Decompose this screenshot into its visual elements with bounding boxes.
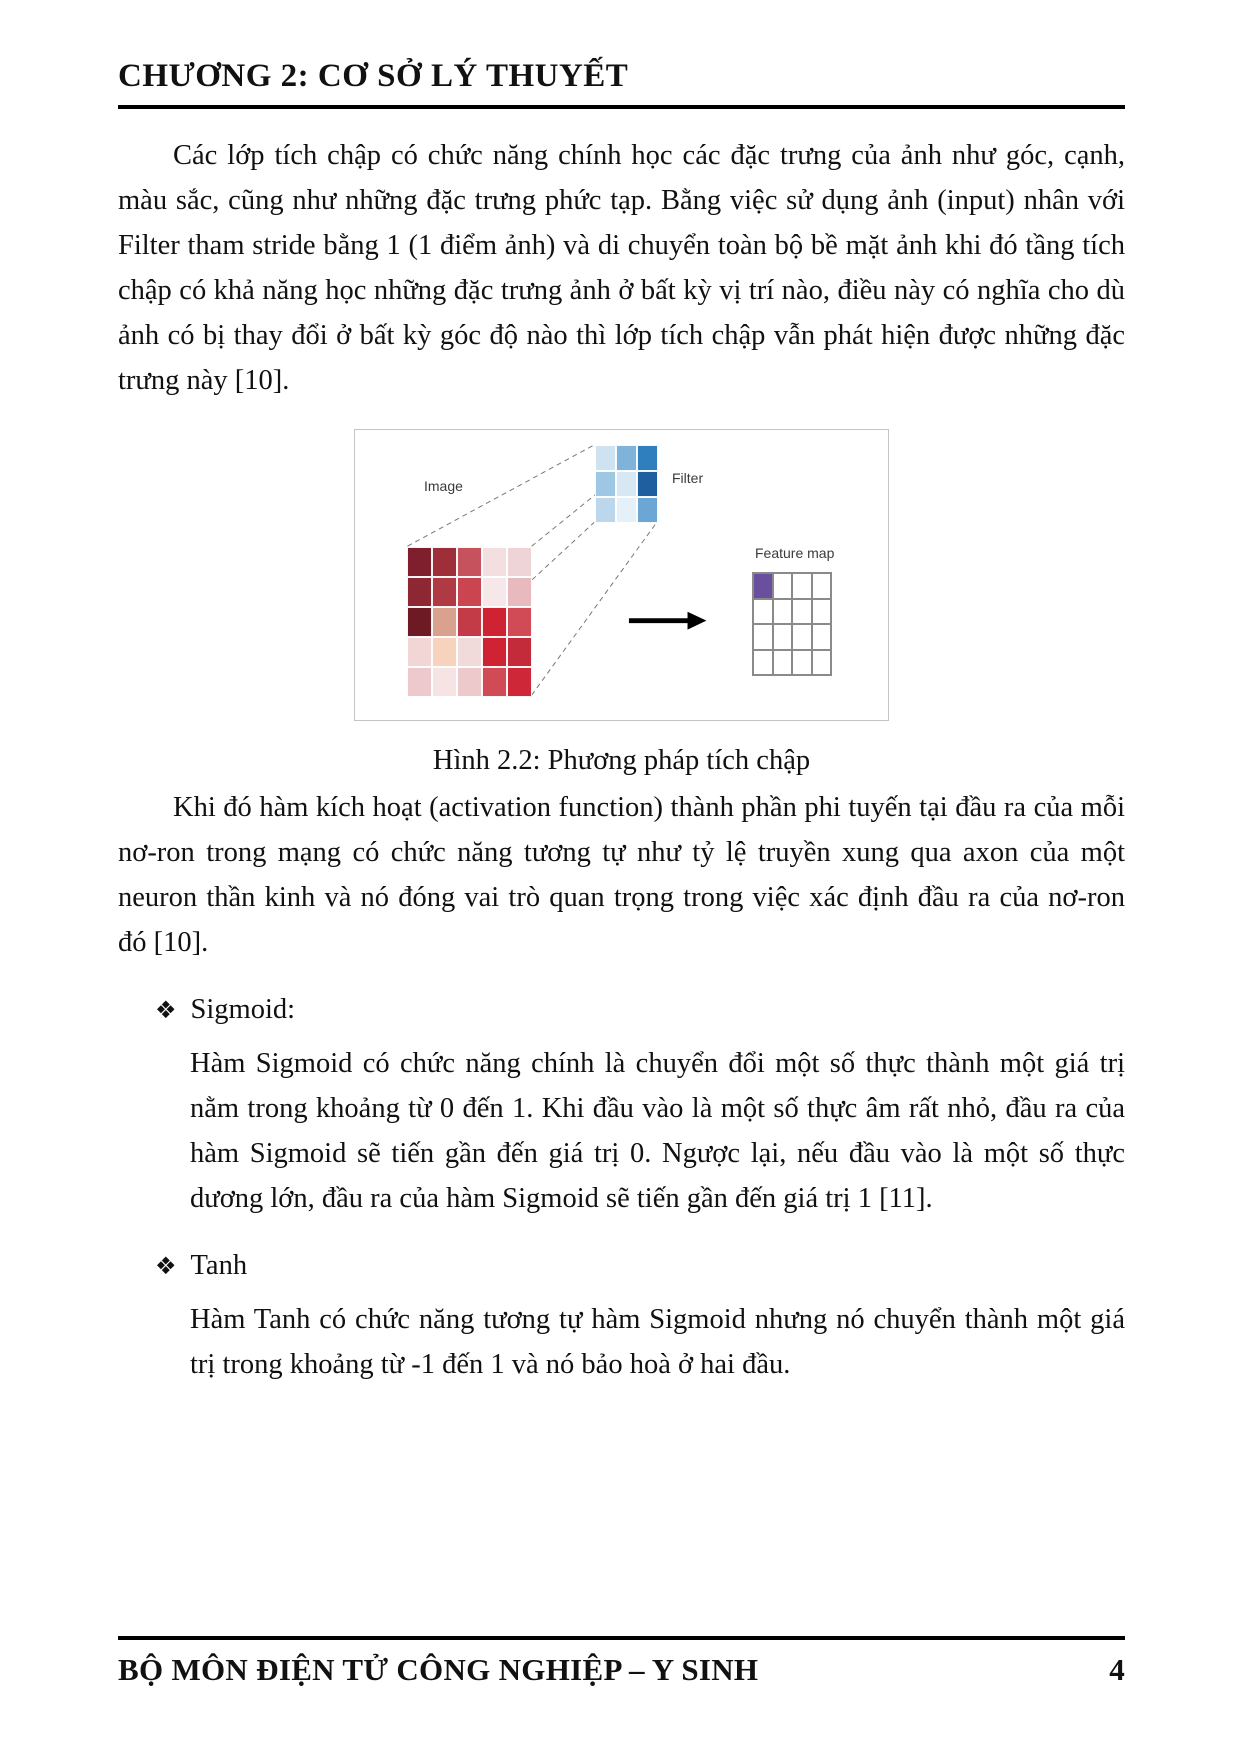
- grid-cell: [407, 667, 432, 697]
- grid-cell: [637, 497, 658, 523]
- grid-cell: [812, 624, 832, 650]
- grid-cell: [432, 637, 457, 667]
- grid-cell: [595, 445, 616, 471]
- paragraph-conv-layers: Các lớp tích chập có chức năng chính học các đặc trưng của ảnh như góc, cạnh, màu sắc, cũng như những đặc trưng phức tạp. Bằng việc sử dụng ảnh (input) nhân với Filter tham stride bằng 1 (1 điểm ảnh) và di chuyển toàn bộ bề mặt ảnh khi đó tầng tích chập có khả năng học những đặc trưng ảnh ở bất kỳ vị trí nào, điều này có nghĩa cho dù ảnh có bị thay đổi ở bất kỳ góc độ nào thì lớp tích chập vẫn phát hiện được những đặc trưng này [10].: [118, 140, 1125, 396]
- grid-cell: [616, 445, 637, 471]
- filter-kernel-grid: [595, 445, 658, 523]
- convolution-figure: [354, 429, 889, 721]
- grid-cell: [773, 650, 793, 676]
- bullet-sigmoid-title: Sigmoid:: [190, 994, 296, 1025]
- grid-cell: [812, 573, 832, 599]
- grid-cell: [432, 577, 457, 607]
- filter-grid-label: Filter: [672, 470, 704, 486]
- grid-cell: [432, 667, 457, 697]
- paragraph-activation: Khi đó hàm kích hoạt (activation function) thành phần phi tuyến tại đầu ra của mỗi nơ-ron trong mạng có chức năng tương tự như tỷ lệ truyền xung qua axon của một neuron thần kinh và nó đóng vai trò quan trọng trong việc xác định đầu ra của nơ-ron đó [10].: [118, 792, 1125, 958]
- grid-cell: [792, 650, 812, 676]
- grid-cell: [637, 445, 658, 471]
- figure-container: [118, 429, 1125, 721]
- image-grid-label: Image: [424, 478, 463, 494]
- feature-map-label: Feature map: [755, 545, 835, 561]
- diamond-bullet-icon: ❖: [155, 1252, 177, 1280]
- grid-cell: [457, 577, 482, 607]
- grid-cell: [507, 637, 532, 667]
- grid-cell: [812, 650, 832, 676]
- grid-cell: [507, 577, 532, 607]
- image-pixel-grid: [407, 547, 532, 697]
- grid-cell: [457, 637, 482, 667]
- grid-cell: [407, 607, 432, 637]
- grid-cell: [482, 547, 507, 577]
- bullet-sigmoid-body: Hàm Sigmoid có chức năng chính là chuyển đổi một số thực thành một giá trị nằm trong khoảng từ 0 đến 1. Khi đầu vào là một số thực âm rất nhỏ, đầu ra của hàm Sigmoid sẽ tiến gần đến giá trị 0. Ngược lại, nếu đầu vào là một số thực dương lớn, đầu ra của hàm Sigmoid sẽ tiến gần đến giá trị 1 [11].: [190, 1048, 1125, 1214]
- grid-cell: [507, 547, 532, 577]
- grid-cell: [753, 650, 773, 676]
- grid-cell: [773, 624, 793, 650]
- grid-cell: [637, 471, 658, 497]
- grid-cell: [507, 607, 532, 637]
- grid-cell: [457, 547, 482, 577]
- grid-cell: [773, 599, 793, 625]
- bullet-tanh-head: [155, 1243, 1125, 1289]
- grid-cell: [457, 607, 482, 637]
- grid-cell: [407, 547, 432, 577]
- bullet-tanh-title: Tanh: [190, 1250, 248, 1281]
- feature-map-grid: [752, 572, 832, 676]
- grid-cell: [482, 607, 507, 637]
- grid-cell: [812, 599, 832, 625]
- grid-cell: [407, 577, 432, 607]
- diamond-bullet-icon: ❖: [155, 996, 177, 1024]
- grid-cell: [482, 577, 507, 607]
- grid-cell: [482, 637, 507, 667]
- grid-cell: [773, 573, 793, 599]
- grid-cell: [457, 667, 482, 697]
- bullet-sigmoid-head: [155, 987, 1125, 1033]
- arrow-icon: [629, 612, 706, 630]
- footer-page-number: 4: [1109, 1652, 1125, 1687]
- grid-cell: [753, 573, 773, 599]
- bullet-tanh-body: Hàm Tanh có chức năng tương tự hàm Sigmoid nhưng nó chuyển thành một giá trị trong khoảng từ -1 đến 1 và nó bảo hoà ở hai đầu.: [190, 1304, 1125, 1380]
- grid-cell: [432, 607, 457, 637]
- chapter-title: CHƯƠNG 2: CƠ SỞ LÝ THUYẾT: [118, 58, 1125, 109]
- grid-cell: [616, 471, 637, 497]
- grid-cell: [753, 624, 773, 650]
- bullet-tanh: [118, 1243, 1125, 1387]
- grid-cell: [753, 599, 773, 625]
- grid-cell: [432, 547, 457, 577]
- grid-cell: [507, 667, 532, 697]
- page-footer: [118, 1636, 1125, 1688]
- grid-cell: [616, 497, 637, 523]
- grid-cell: [407, 637, 432, 667]
- grid-cell: [792, 624, 812, 650]
- footer-department: BỘ MÔN ĐIỆN TỬ CÔNG NGHIỆP – Y SINH: [118, 1652, 759, 1687]
- grid-cell: [595, 497, 616, 523]
- bullet-sigmoid: [118, 987, 1125, 1221]
- grid-cell: [595, 471, 616, 497]
- figure-caption: Hình 2.2: Phương pháp tích chập: [432, 745, 811, 776]
- grid-cell: [792, 599, 812, 625]
- grid-cell: [792, 573, 812, 599]
- grid-cell: [482, 667, 507, 697]
